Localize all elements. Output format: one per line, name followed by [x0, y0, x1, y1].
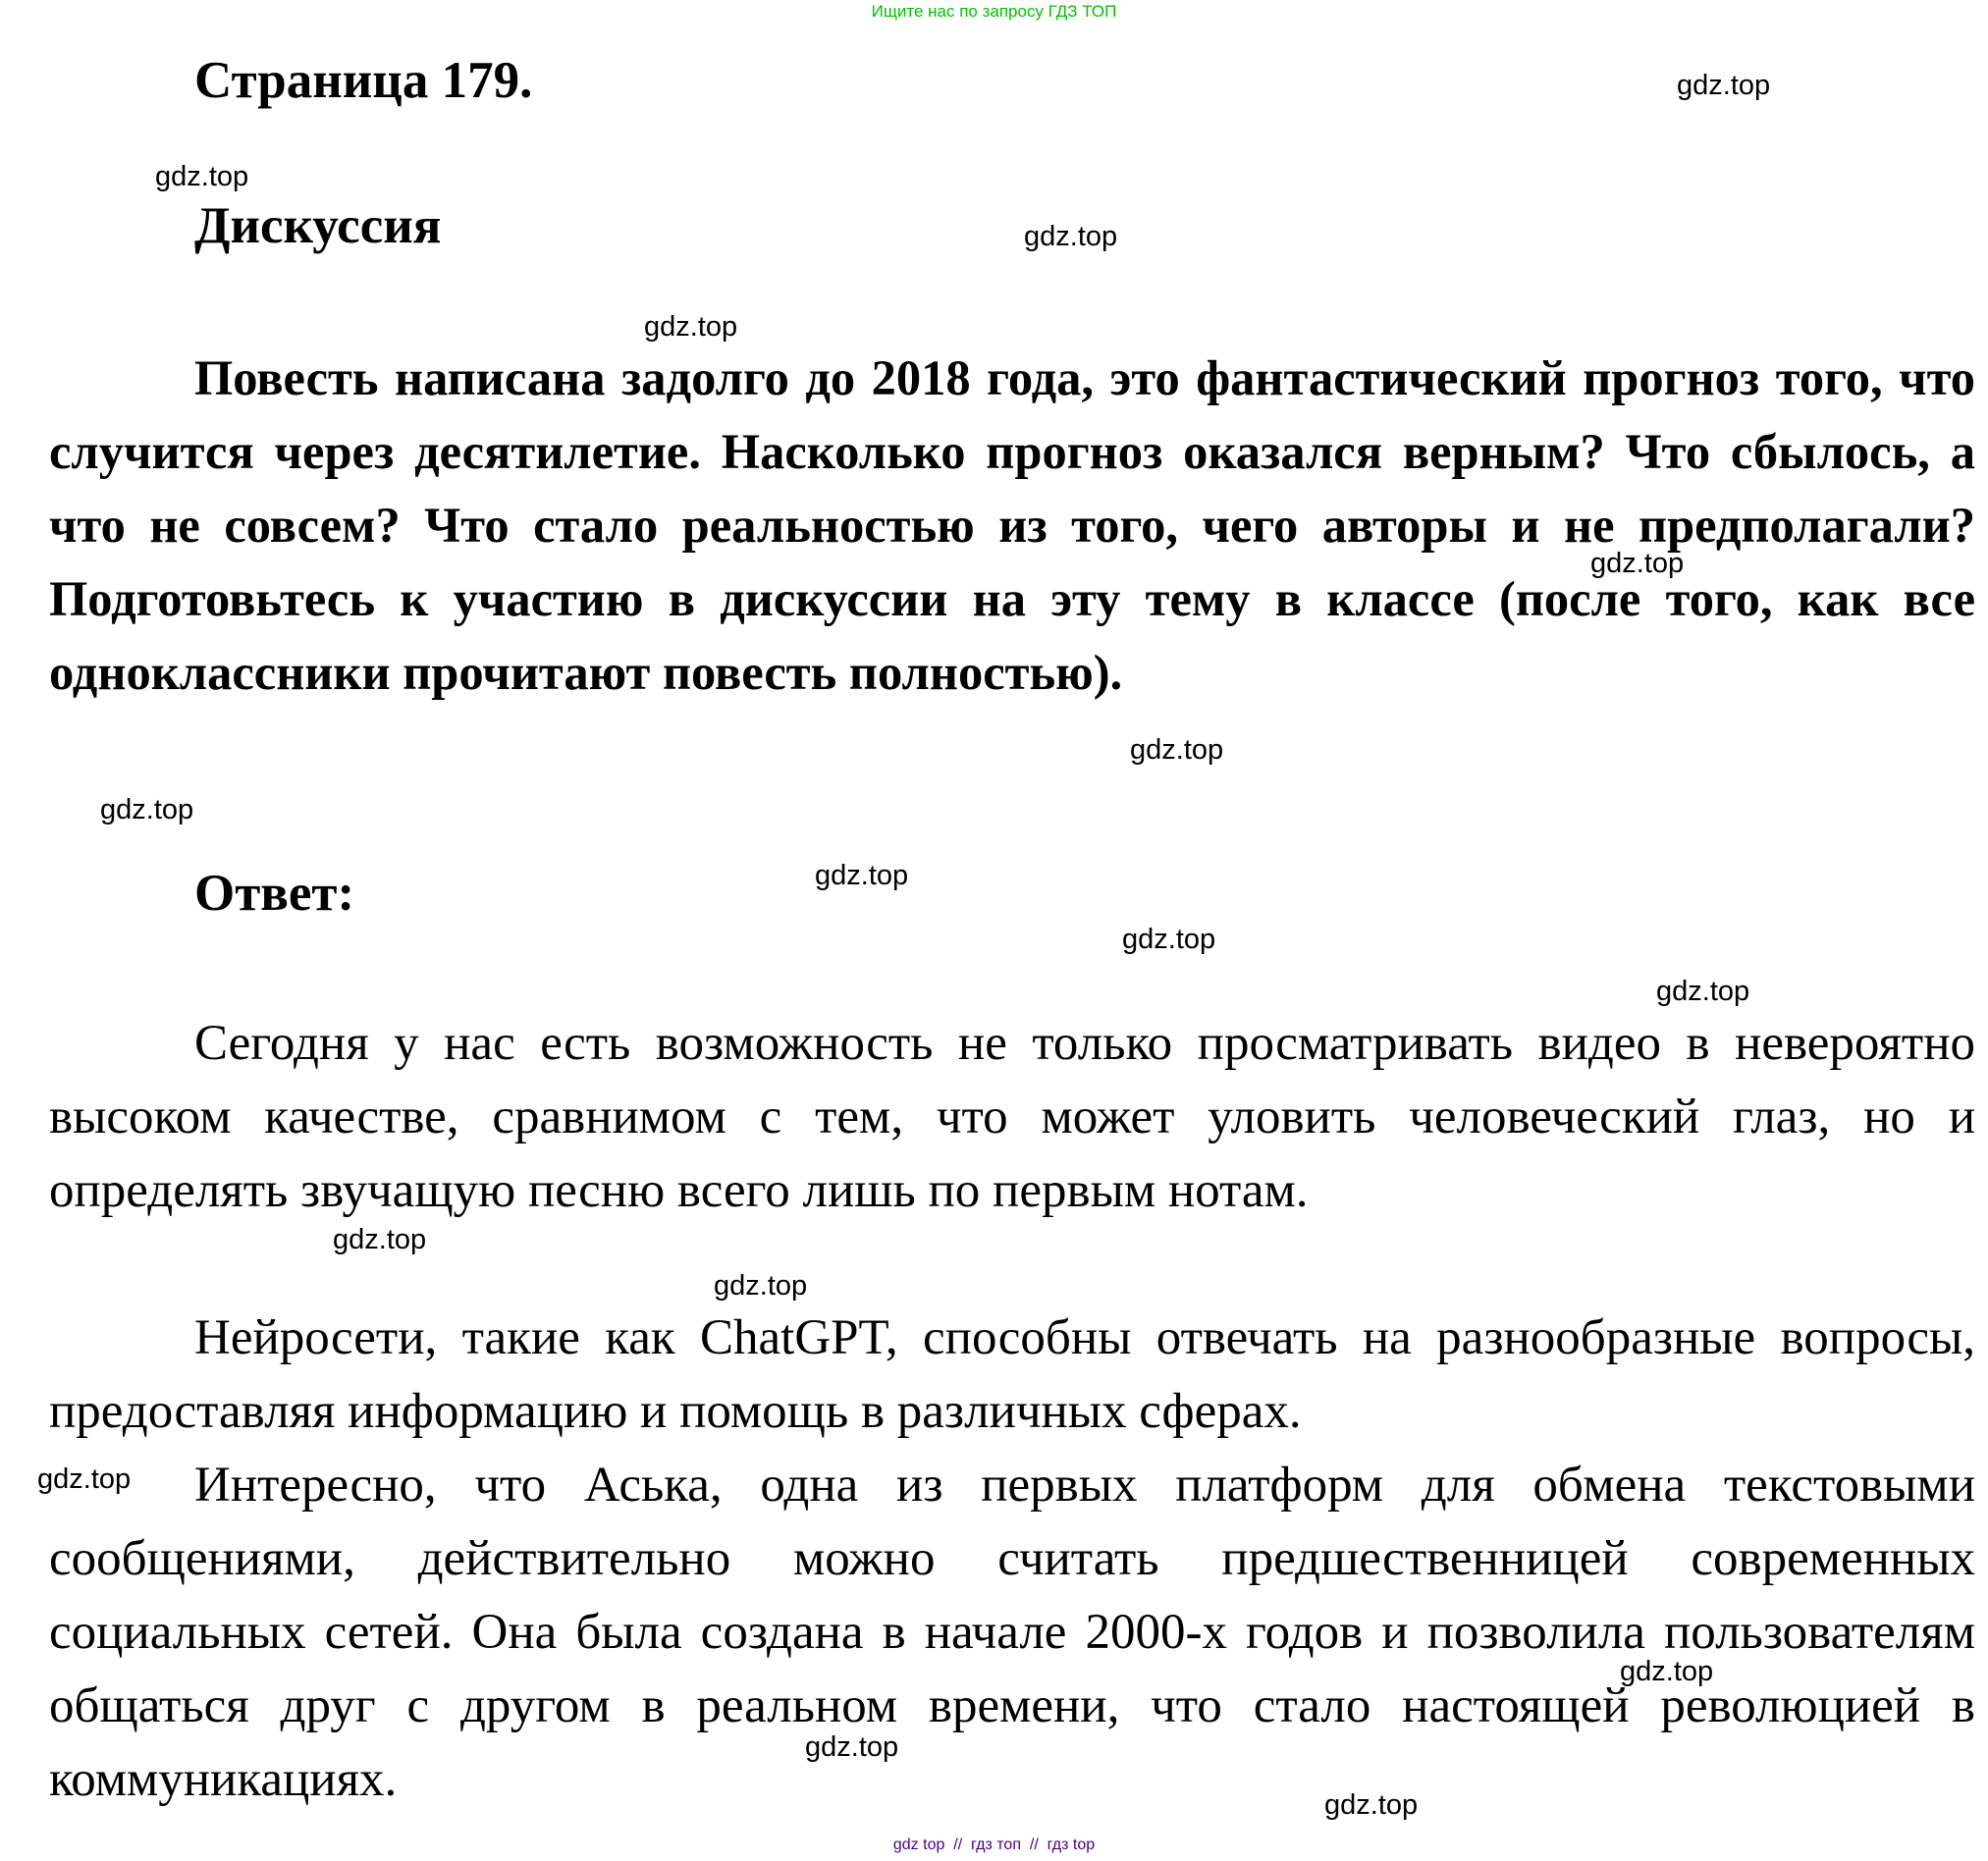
answer-paragraph-2: Нейросети, такие как ChatGPT, способны отвечать на разнообразные вопросы, предоставляя информацию и помощь в различных сферах. — [49, 1310, 1975, 1439]
section-title: Дискуссия — [194, 197, 442, 254]
watermark: gdz.top — [1656, 976, 1750, 1007]
watermark: gdz.top — [1324, 1789, 1419, 1821]
watermark: gdz.top — [1130, 734, 1224, 766]
watermark: gdz.top — [1122, 924, 1216, 955]
watermark: gdz.top — [805, 1731, 899, 1763]
watermark: gdz.top — [1677, 70, 1771, 101]
answer-label: Ответ: — [194, 865, 355, 922]
top-banner: Ищите нас по запросу ГДЗ ТОП — [871, 2, 1117, 21]
watermark: gdz.top — [1620, 1656, 1714, 1687]
watermark: gdz.top — [1590, 548, 1685, 579]
page-title: Страница 179. — [194, 52, 533, 109]
question-text: Повесть написана задолго до 2018 года, это фантастический прогноз того, что случится через десятилетие. Насколько прогноз оказался верным? Что сбылось, а что не совсем? Что стало реальностью из того, чего авторы и не предполагали? Подготовьтесь к участию в дискуссии на эту тему в классе (после того, как все одноклассники прочитают повесть полностью). — [49, 350, 1975, 700]
watermark: gdz.top — [815, 860, 909, 891]
watermark: gdz.top — [1024, 221, 1118, 252]
watermark: gdz.top — [37, 1463, 132, 1495]
bottom-banner: gdz top // гдз топ // гдз top — [892, 1836, 1096, 1853]
watermark: gdz.top — [100, 794, 194, 825]
answer-paragraph-3: Интересно, что Аська, одна из первых платформ для обмена текстовыми сообщениями, действительно можно считать предшественницей современных социальных сетей. Она была создана в начале 2000-х годов и позволила пользователям общаться друг с другом в реальном времени, что стало настоящей революцией в коммуникациях. — [49, 1458, 1975, 1807]
watermark: gdz.top — [333, 1224, 427, 1255]
answer-paragraph-1: Сегодня у нас есть возможность не только просматривать видео в невероятно высоком качестве, сравнимом с тем, что может уловить человеческий глаз, но и определять звучащую песню всего лишь по первым нотам. — [49, 1016, 1975, 1218]
watermark: gdz.top — [644, 311, 738, 343]
watermark: gdz.top — [155, 161, 249, 192]
watermark: gdz.top — [714, 1270, 808, 1302]
